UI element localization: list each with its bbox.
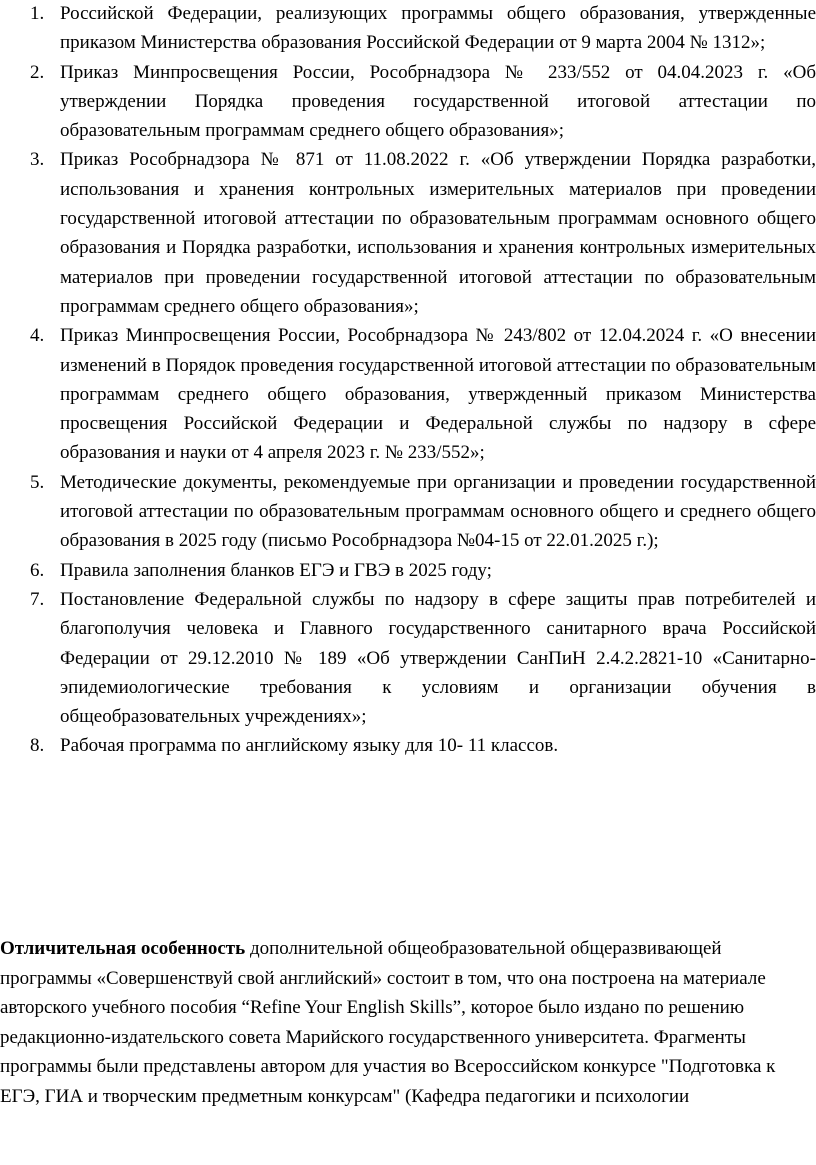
list-item <box>20 585 816 731</box>
list-item-number: 3. <box>30 149 45 171</box>
list-item <box>20 0 816 58</box>
list-item <box>20 468 816 556</box>
paragraph-text: дополнительной общеобразовательной общеразвивающей программы «Совершенствуй свой английский» состоит в том, что она построена на материале авторского учебного пособия “Refine Your English Skills”, которое было издано по решению редакционно-издательского совета Марийского государственного университета. Фрагменты программы были представлены автором для участия во Всероссийском конкурсе "Подготовка к ЕГЭ, ГИА и творческим предметным конкурсам" (Кафедра педагогики и психологии <box>0 938 776 1107</box>
list-item <box>20 556 816 585</box>
list-item-text: Приказ Рособрнадзора № 871 от 11.08.2022 г. «Об утверждении Порядка разработки, использования и хранения контрольных измерительных материалов при проведении государственной итоговой аттестации по образовательным программам основного общего образования и Порядка разработки, использования и хранения контрольных измерительных материалов при проведении государственной итоговой аттестации по образовательным программам среднего общего образования»; <box>60 149 816 317</box>
list-item-text: Российской Федерации, реализующих программы общего образования, утвержденные приказом Министерства образования Российской Федерации от 9 марта 2004 № 1312»; <box>60 3 816 54</box>
list-item-number: 7. <box>30 588 45 610</box>
list-item-number: 6. <box>30 559 45 581</box>
paragraph-bold-lead: Отличительная особенность <box>0 938 246 959</box>
list-item-text: Приказ Минпросвещения России, Рособрнадзора № 233/552 от 04.04.2023 г. «Об утверждении Порядка проведения государственной итоговой аттестации по образовательным программам среднего общего образования»; <box>60 61 816 142</box>
list-item-text: Правила заполнения бланков ЕГЭ и ГВЭ в 2025 году; <box>60 559 492 581</box>
list-item-number: 4. <box>30 325 45 347</box>
list-item <box>20 58 816 146</box>
list-item <box>20 321 816 467</box>
list-item <box>20 731 816 760</box>
list-item-number: 8. <box>30 735 45 757</box>
list-item-number: 2. <box>30 61 45 83</box>
list-item-text: Приказ Минпросвещения России, Рособрнадзора № 243/802 от 12.04.2024 г. «О внесении изменений в Порядок проведения государственной итоговой аттестации по образовательным программам среднего общего образования, утвержденный приказом Министерства просвещения Российской Федерации и Федеральной службы по надзору в сфере образования и науки от 4 апреля 2023 г. № 233/552»; <box>60 325 816 464</box>
regulations-list <box>20 0 816 761</box>
list-item-text: Методические документы, рекомендуемые при организации и проведении государственной итоговой аттестации по образовательным программам основного общего и среднего общего образования в 2025 году (письмо Рособрнадзора №04-15 от 22.01.2025 г.); <box>60 471 816 552</box>
list-item-number: 1. <box>30 3 45 24</box>
distinctive-feature-paragraph <box>0 934 812 1111</box>
list-item-text: Постановление Федеральной службы по надзору в сфере защиты прав потребителей и благополучия человека и Главного государственного санитарного врача Российской Федерации от 29.12.2010 № 189 «Об утверждении СанПиН 2.4.2.2821-10 «Санитарно-эпидемиологические требования к условиям и организации обучения в общеобразовательных учреждениях»; <box>60 588 816 728</box>
list-item-text: Рабочая программа по английскому языку для 10- 11 классов. <box>60 735 559 757</box>
list-item <box>20 145 816 321</box>
list-item-number: 5. <box>30 471 45 493</box>
